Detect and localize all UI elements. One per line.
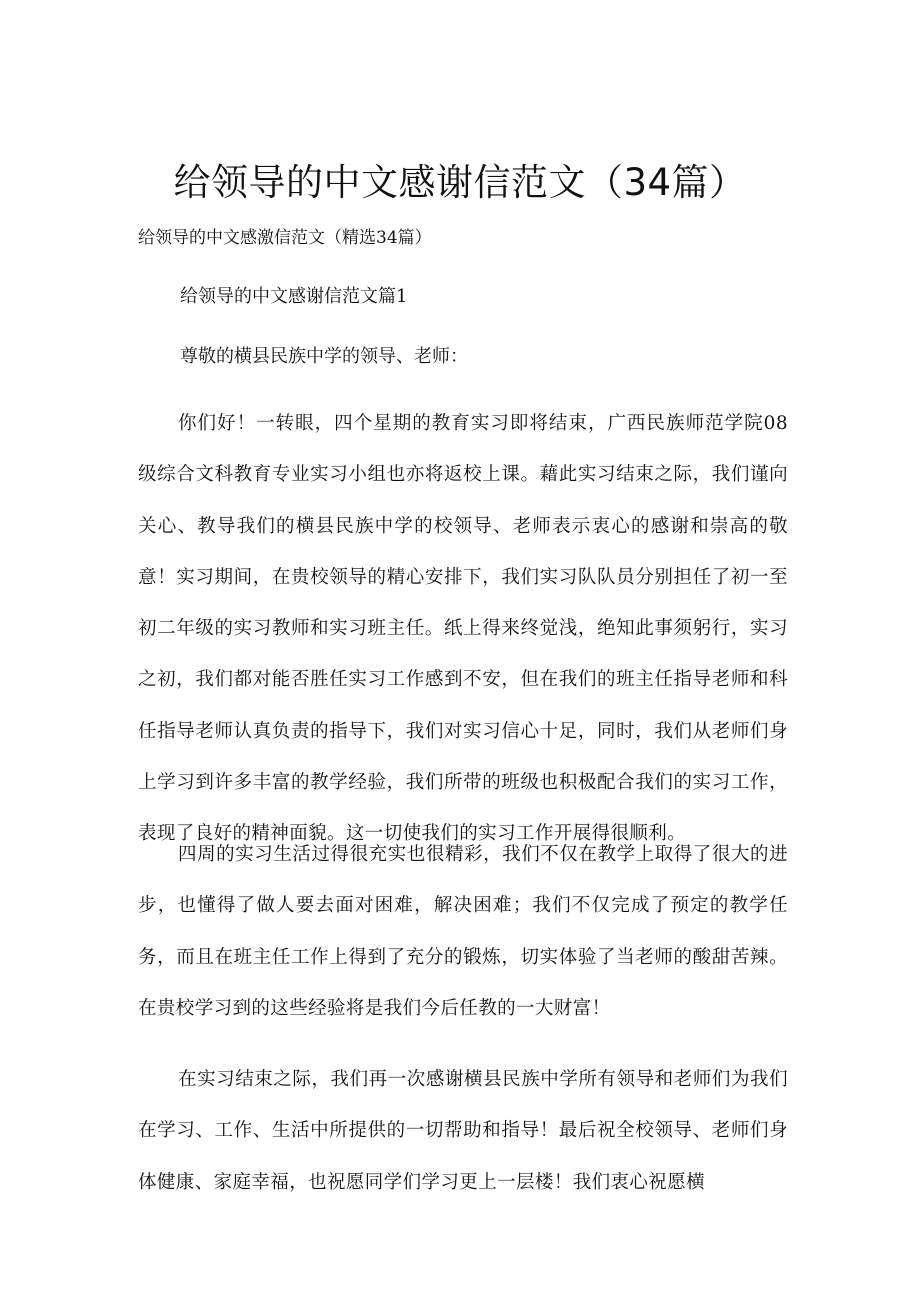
document-title: 给领导的中文感谢信范文（34篇） bbox=[173, 161, 747, 204]
section-title: 给领导的中文感谢信范文篇1 bbox=[180, 286, 408, 307]
body-paragraph-2: 四周的实习生活过得很充实也很精彩，我们不仅在教学上取得了很大的进步，也懂得了做人要去面对困难，解决困难；我们不仅完成了预定的教学任务，而且在班主任工作上得到了充分的锻炼，切实体验了当老师的酸甜苦辣。在贵校学习到的这些经验将是我们今后任教的一大财富！ bbox=[138, 844, 788, 1019]
body-paragraph-1: 你们好！一转眼，四个星期的教育实习即将结束，广西民族师范学院08级综合文科教育专业实习小组也亦将返校上课。藉此实习结束之际，我们谨向关心、教导我们的横县民族中学的校领导、老师表示衷心的感谢和崇高的敬意！实习期间，在贵校领导的精心安排下，我们实习队队员分别担任了初一至初二年级的实习教师和实习班主任。纸上得来终觉浅，绝知此事须躬行，实习之初，我们都对能否胜任实习工作感到不安，但在我们的班主任指导老师和科任指导老师认真负责的指导下，我们对实习信心十足，同时，我们从老师们身上学习到许多丰富的教学经验，我们所带的班级也积极配合我们的实习工作，表现了良好的精神面貌。这一切使我们的实习工作开展得很顺利。 bbox=[138, 413, 788, 845]
document-subtitle: 给领导的中文感激信范文（精选34篇） bbox=[138, 228, 432, 248]
letter-salutation: 尊敬的横县民族中学的领导、老师： bbox=[180, 346, 468, 367]
body-paragraph-3: 在实习结束之际，我们再一次感谢横县民族中学所有领导和老师们为我们在学习、工作、生活中所提供的一切帮助和指导！最后祝全校领导、老师们身体健康、家庭幸福，也祝愿同学们学习更上一层楼！我们衷心祝愿横 bbox=[138, 1069, 788, 1193]
